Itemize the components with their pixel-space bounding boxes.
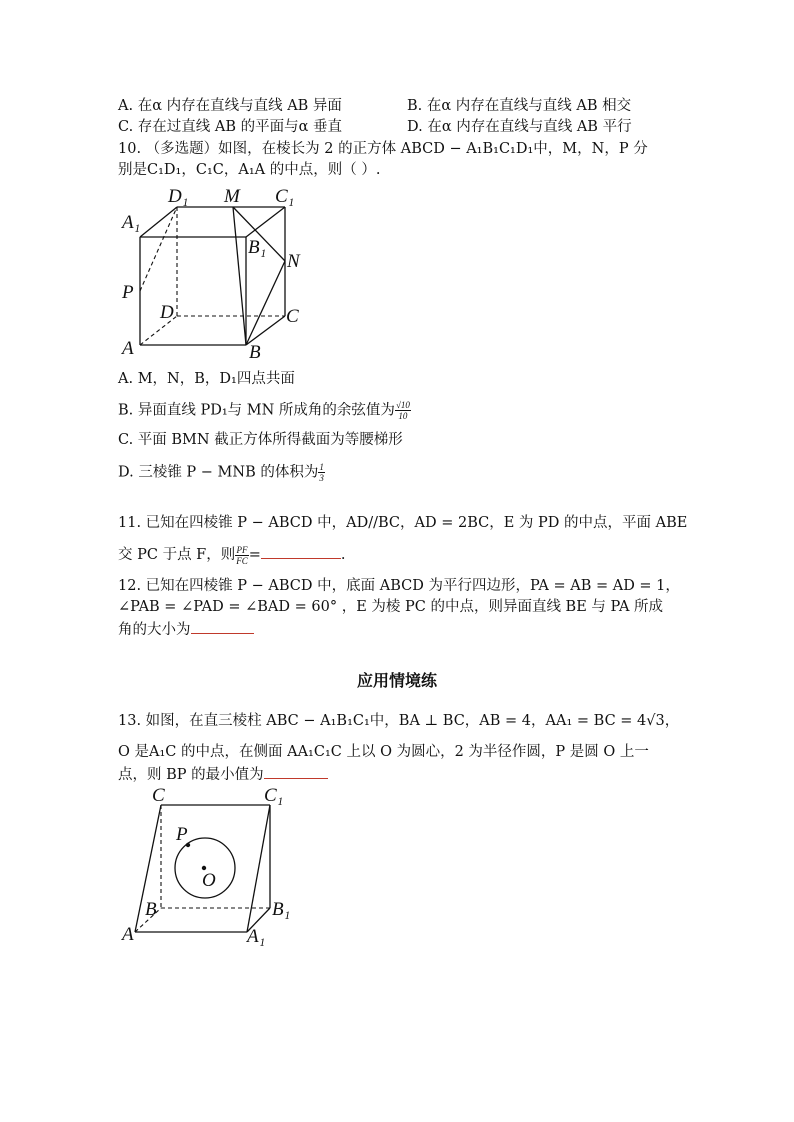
q10-option-b-denominator: 10 [398,411,408,421]
q10-option-b-fraction [395,400,411,421]
q13-line3 [118,764,328,784]
q13-line3-text: 点，则 BP 的最小值为 [118,767,264,783]
label-b: B [249,342,261,363]
q9-option-a: A. 在α 内存在直线与直线 AB 异面 [118,98,342,114]
label-d: D [160,302,174,323]
label-c: C [152,785,165,806]
label-p: P [176,824,188,845]
q11-frac-denominator: FC [236,555,248,566]
q11-equals: = [248,547,261,563]
q12-line3-text: 角的大小为 [118,622,191,638]
q9-option-b: B. 在α 内存在直线与直线 AB 相交 [407,98,632,114]
q10-option-c: C. 平面 BMN 截正方体所得截面为等腰梯形 [118,432,403,448]
section-title: 应用情境练 [356,671,437,690]
label-m: M [224,186,240,207]
label-c: C [286,306,299,327]
q13-answer-blank[interactable] [264,764,328,779]
label-a1: A₁ [122,212,141,233]
q10-option-d-numerator: 1 [319,462,324,472]
q12-answer-blank[interactable] [191,619,254,634]
q10-option-b-numerator: √10 [395,400,410,410]
q10-option-d-fraction [318,462,325,483]
q11-frac-numerator: PF [236,544,248,555]
label-a: A [122,924,134,945]
q12-line2: ∠PAB = ∠PAD = ∠BAD = 60° ，E 为棱 PC 的中点，则异面直线 BE 与 PA 所成 [118,599,664,615]
q10-option-b [118,400,411,421]
label-n: N [287,251,300,272]
label-a: A [122,338,134,359]
label-a1: A₁ [247,926,266,947]
label-b1: B₁ [248,237,267,258]
q11-line2 [118,544,346,566]
label-b: B [145,899,157,920]
prism-figure [110,782,310,952]
q9-option-c: C. 存在过直线 AB 的平面与α 垂直 [118,119,343,135]
q9-option-d: D. 在α 内存在直线与直线 AB 平行 [407,119,632,135]
q13-line2: O 是A₁C 的中点，在侧面 AA₁C₁C 上以 O 为圆心，2 为半径作圆，P 是圆 O 上一 [118,744,649,760]
label-d1: D₁ [168,186,189,207]
q10-option-d [118,462,325,483]
segment-pd1-hidden [140,207,177,291]
label-o: O [202,870,216,891]
q10-option-d-text: D. 三棱锥 P − MNB 的体积为 [118,464,319,481]
q13-line1: 13. 如图，在直三棱柱 ABC − A₁B₁C₁中，BA ⊥ BC，AB = 4，AA₁ = BC = 4√3， [118,713,680,729]
edge-a1d1 [140,207,177,237]
q12-line3 [118,619,254,639]
label-p: P [122,282,134,303]
q11-line2-text: 交 PC 于点 F，则 [118,547,236,563]
edge-c1a1 [247,805,270,932]
cube-figure [110,180,320,365]
q10-stem-line2: 别是C₁D₁，C₁C，A₁A 的中点，则（ ）. [118,162,381,178]
edge-b1c1 [246,207,285,237]
label-b1: B₁ [272,899,291,920]
q11-answer-blank[interactable] [261,544,341,559]
q11-line1: 11. 已知在四棱锥 P − ABCD 中，AD//BC，AD = 2BC，E 为 PD 的中点，平面 ABE [118,515,688,531]
segment-mb [233,207,246,345]
q12-line1: 12. 已知在四棱锥 P − ABCD 中，底面 ABCD 为平行四边形，PA = AB = AD = 1， [118,578,680,594]
q10-stem-line1: 10. （多选题）如图，在棱长为 2 的正方体 ABCD − A₁B₁C₁D₁中，M，N，P 分 [118,141,648,157]
label-c1: C₁ [275,186,295,207]
edge-bc [246,316,285,345]
label-c1: C₁ [264,785,284,806]
q11-fraction [235,545,249,566]
q10-option-b-text: B. 异面直线 PD₁与 MN 所成角的余弦值为 [118,402,395,419]
q10-option-a: A. M，N，B，D₁四点共面 [118,371,295,387]
q11-period: . [340,547,346,563]
q10-option-d-denominator: 3 [319,473,324,483]
segment-bn [246,261,285,345]
